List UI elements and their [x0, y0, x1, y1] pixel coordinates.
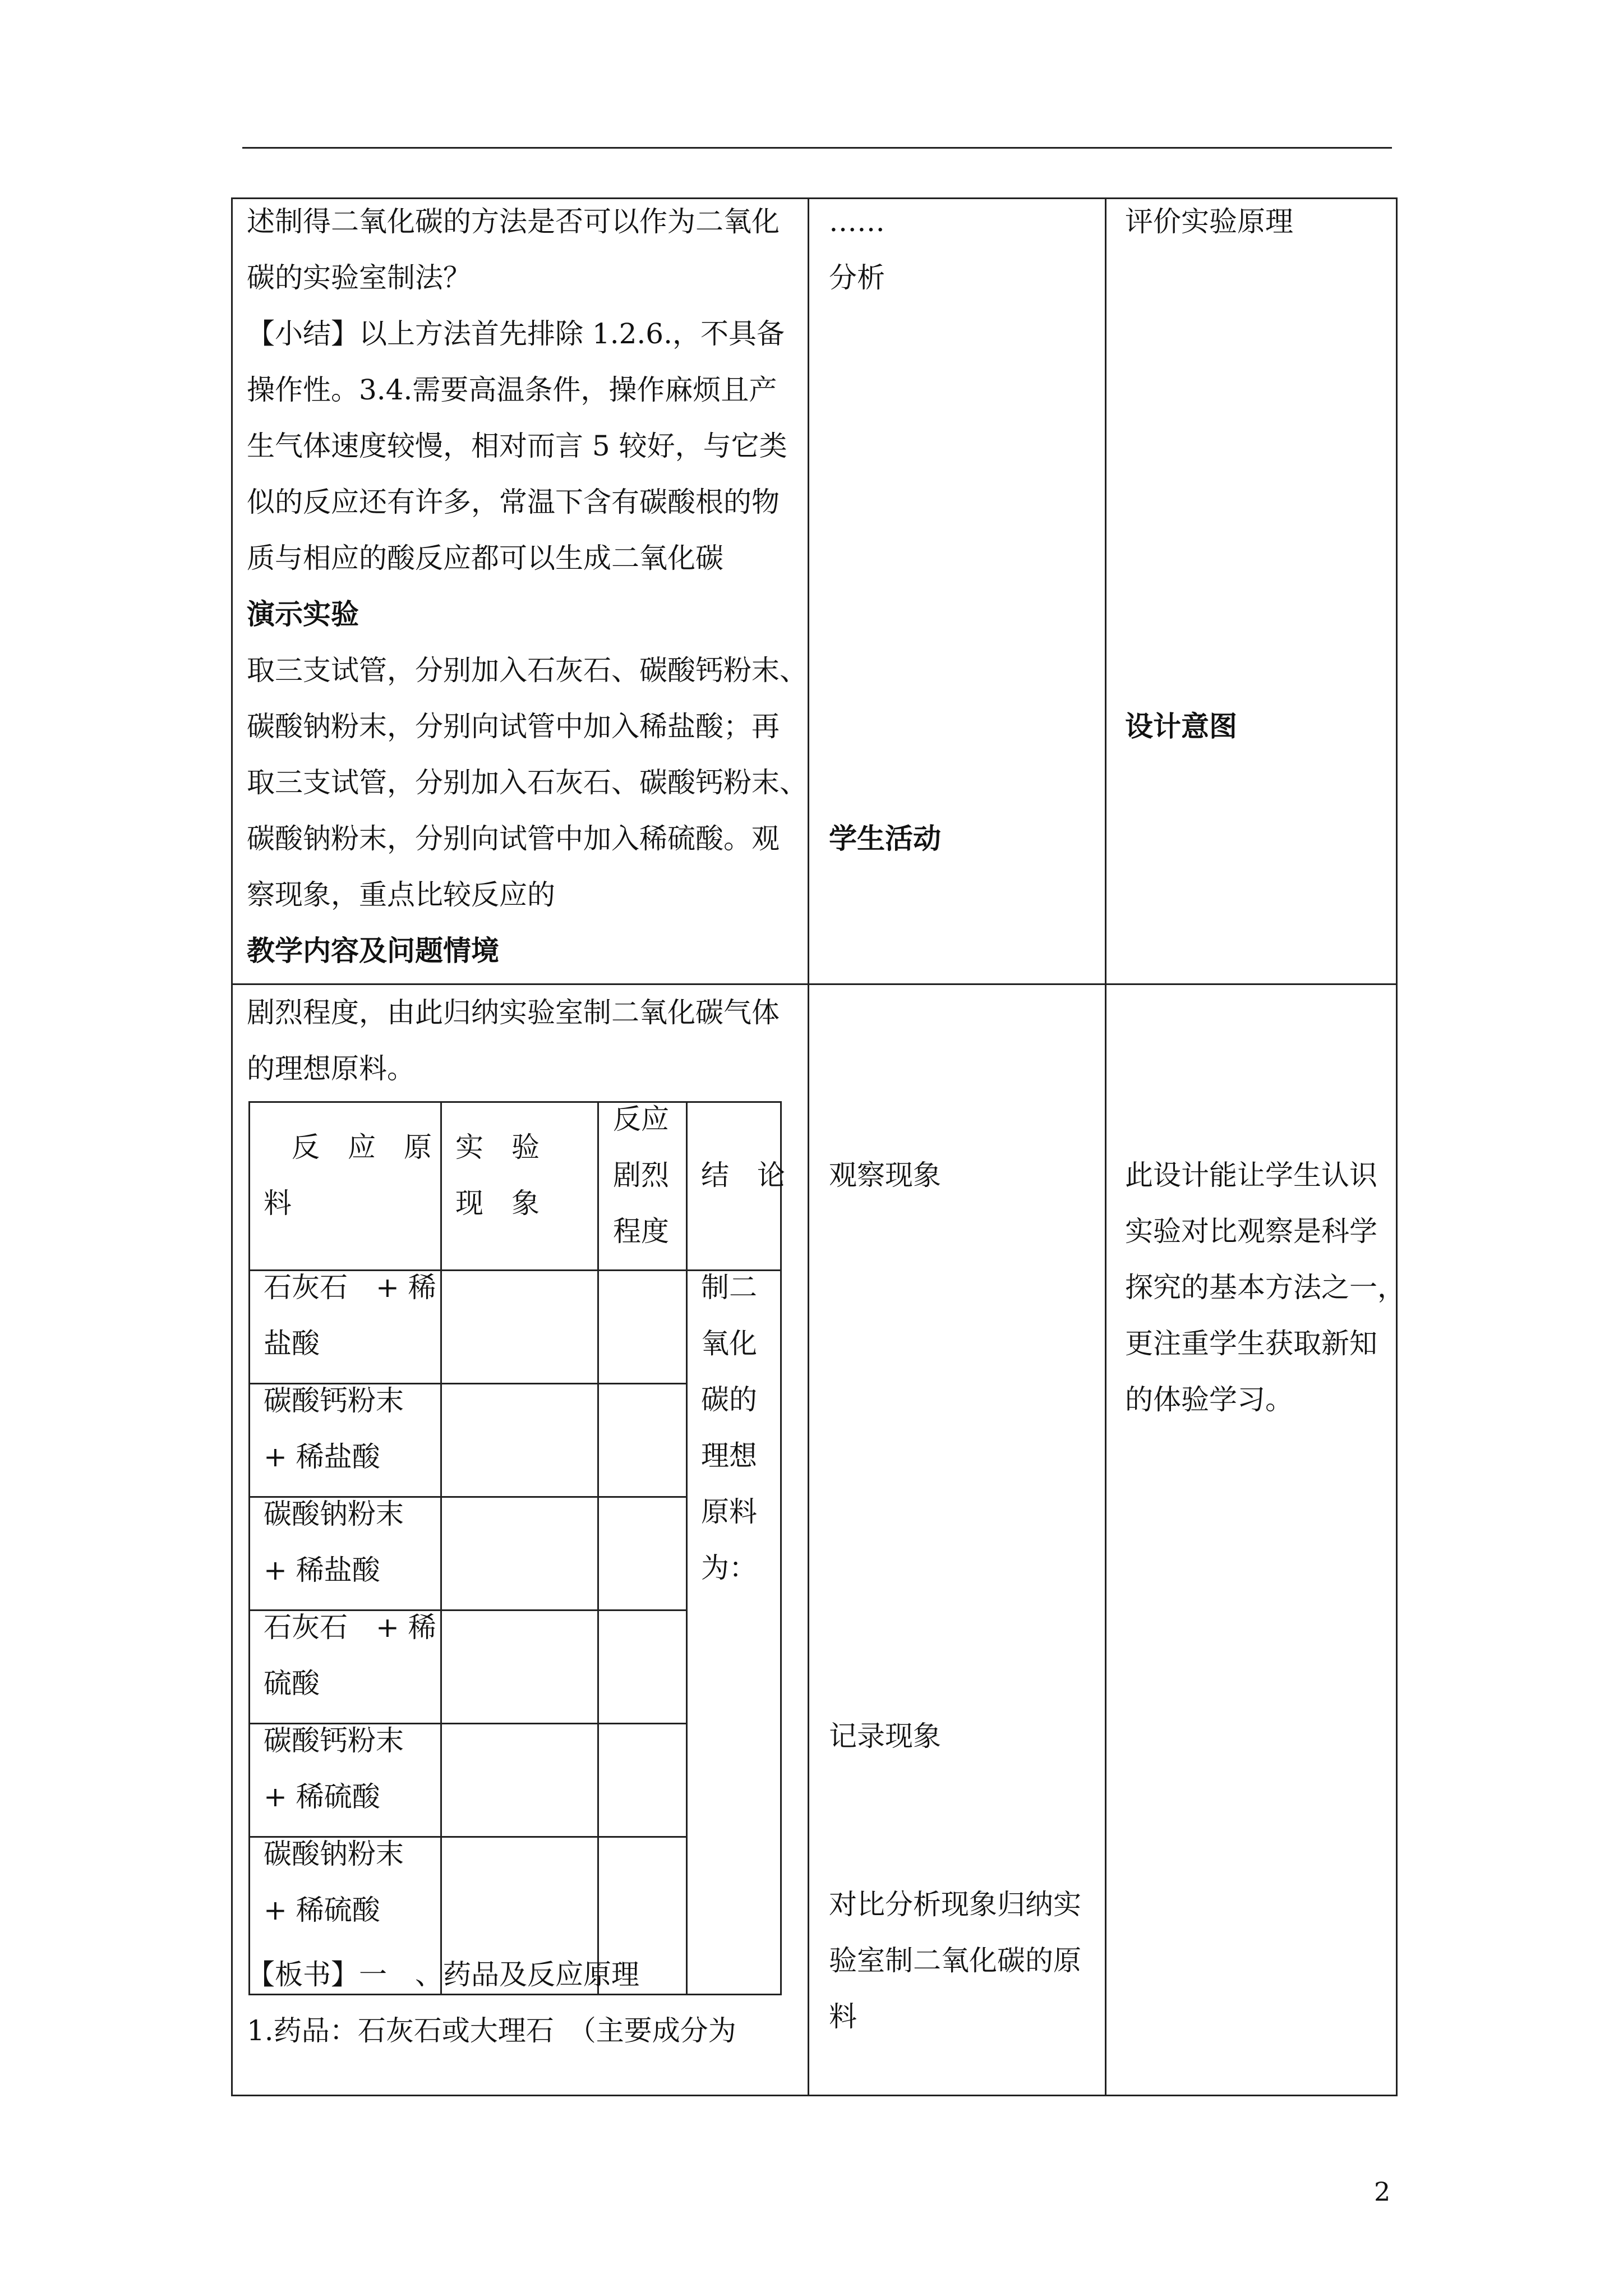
text-line: 质与相应的酸反应都可以生成二氧化碳 — [247, 542, 723, 574]
record-label: 记录现象 — [829, 1720, 941, 1752]
header-intensity: 剧烈 — [613, 1159, 669, 1191]
page-number: 2 — [1374, 2177, 1391, 2207]
design-line: 实验对比观察是科学 — [1125, 1215, 1377, 1248]
row-material: + 稀硫酸 — [264, 1780, 380, 1813]
header-conclusion: 结 论 — [701, 1159, 785, 1191]
compare-line: 料 — [829, 2000, 857, 2033]
row-material: 碳酸钠粉末 — [264, 1838, 404, 1870]
text-line: 取三支试管，分别加入石灰石、碳酸钙粉末、 — [247, 654, 808, 687]
conclusion-text: 氧化 — [701, 1327, 757, 1360]
design-line: 探究的基本方法之一， — [1125, 1271, 1405, 1304]
intro-line: 的理想原料。 — [247, 1052, 415, 1085]
text-line: 【小结】以上方法首先排除 1.2.6.，不具备 — [247, 318, 785, 350]
header-material: 反 应 原 — [292, 1131, 432, 1163]
board-line: 1.药品：石灰石或大理石 （主要成分为 — [247, 2014, 736, 2047]
header-material: 料 — [264, 1187, 292, 1220]
conclusion-text: 理想 — [701, 1439, 757, 1472]
text-line: 操作性。3.4.需要高温条件，操作麻烦且产 — [247, 374, 777, 406]
header-phenomenon: 实 验 — [455, 1131, 540, 1163]
observe-label: 观察现象 — [829, 1159, 941, 1191]
dots: …… — [829, 205, 885, 238]
demo-heading: 演示实验 — [247, 597, 359, 631]
col-divider-1 — [808, 197, 809, 2096]
inner-vline — [686, 1101, 688, 1995]
compare-line: 验室制二氧化碳的原 — [829, 1944, 1081, 1977]
conclusion-text: 碳的 — [701, 1383, 757, 1416]
row-material: 石灰石 + 稀 — [264, 1611, 436, 1644]
content-heading: 教学内容及问题情境 — [247, 934, 499, 967]
inner-vline — [597, 1101, 599, 1995]
row-material: 碳酸钠粉末 — [264, 1498, 404, 1530]
header-intensity: 程度 — [613, 1215, 669, 1248]
conclusion-text: 制二 — [701, 1271, 757, 1304]
design-line: 更注重学生获取新知 — [1125, 1327, 1377, 1360]
compare-line: 对比分析现象归纳实 — [829, 1888, 1081, 1921]
header-intensity: 反应 — [613, 1103, 669, 1135]
text-line: 碳的实验室制法？ — [247, 261, 471, 294]
row-material: + 稀硫酸 — [264, 1894, 380, 1926]
text-line: 生气体速度较慢，相对而言 5 较好，与它类 — [247, 430, 787, 462]
conclusion-text: 为： — [701, 1552, 757, 1584]
row-material: + 稀盐酸 — [264, 1441, 380, 1473]
board-line: 【板书】一 、药品及反应原理 — [247, 1958, 639, 1991]
text-line: 取三支试管，分别加入石灰石、碳酸钙粉末、 — [247, 766, 808, 799]
text-line: 察现象，重点比较反应的 — [247, 878, 555, 911]
text-line: 碳酸钠粉末，分别向试管中加入稀硫酸。观 — [247, 822, 780, 855]
design-line: 的体验学习。 — [1125, 1383, 1293, 1416]
evaluate-label: 评价实验原理 — [1125, 205, 1293, 238]
row-material: + 稀盐酸 — [264, 1554, 380, 1586]
text-line: 碳酸钠粉末，分别向试管中加入稀盐酸；再 — [247, 710, 780, 743]
header-phenomenon: 现 象 — [455, 1187, 540, 1220]
col1-top-cell — [247, 194, 808, 979]
design-line: 此设计能让学生认识 — [1125, 1159, 1377, 1191]
inner-vline — [440, 1101, 442, 1995]
header-rule — [242, 147, 1392, 149]
row-material: 硫酸 — [264, 1667, 320, 1700]
row-material: 盐酸 — [264, 1327, 320, 1360]
col-divider-2 — [1105, 197, 1106, 2096]
text-line: 述制得二氧化碳的方法是否可以作为二氧化 — [247, 205, 780, 238]
student-activity-label: 学生活动 — [829, 822, 941, 855]
row-material: 石灰石 + 稀 — [264, 1271, 436, 1304]
text-line: 似的反应还有许多，常温下含有碳酸根的物 — [247, 486, 780, 518]
intro-line: 剧烈程度，由此归纳实验室制二氧化碳气体 — [247, 996, 780, 1029]
analysis-label: 分析 — [829, 261, 885, 294]
row-material: 碳酸钙粉末 — [264, 1724, 404, 1757]
row-material: 碳酸钙粉末 — [264, 1384, 404, 1417]
conclusion-text: 原料 — [701, 1496, 757, 1528]
design-intent-label: 设计意图 — [1125, 710, 1237, 743]
